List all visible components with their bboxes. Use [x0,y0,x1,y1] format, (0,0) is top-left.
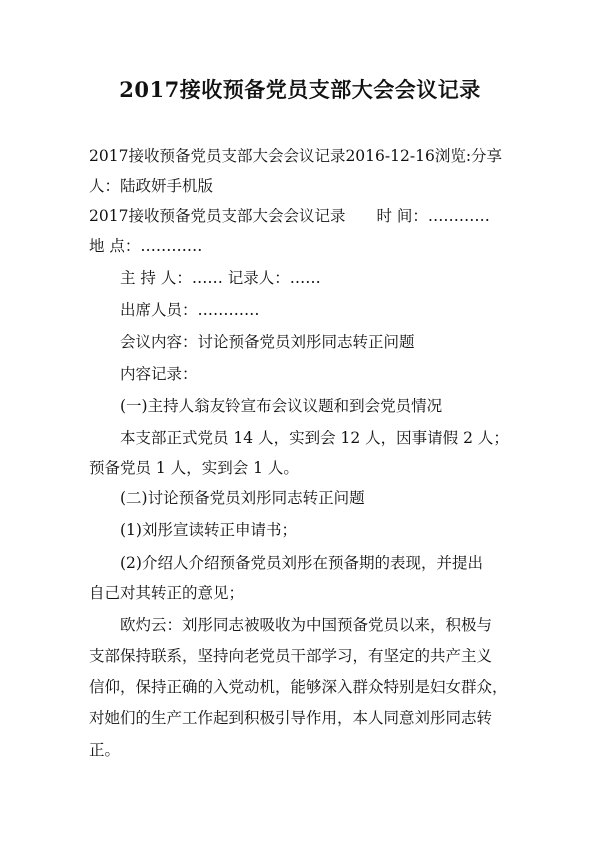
paragraph-line: 2017接收预备党员支部大会会议记录 时 间：………… [89,207,490,225]
paragraph-line: (一)主持人翁友铃宣布会议议题和到会党员情况 [120,397,443,415]
paragraph-line: 欧灼云：刘彤同志被吸收为中国预备党员以来，积极与 [120,616,493,634]
document-title: 2017接收预备党员支部大会会议记录 [119,77,481,102]
paragraph-line: 人：陆政妍手机版 [89,177,214,195]
paragraph-line: 2017接收预备党员支部大会会议记录2016-12-16浏览:分享 [89,147,503,165]
paragraph-line: 主 持 人：…… 记录人：…… [120,269,321,287]
paragraph-line: 会议内容：讨论预备党员刘彤同志转正问题 [120,333,415,351]
paragraph-line: (二)讨论预备党员刘彤同志转正问题 [120,489,365,507]
paragraph-line: 对她们的生产工作起到积极引导作用，本人同意刘彤同志转 [89,709,493,727]
paragraph-line: (2)介绍人介绍预备党员刘彤在预备期的表现，并提出 [120,554,483,572]
paragraph-line: 支部保持联系，坚持向老党员干部学习，有坚定的共产主义 [89,647,493,665]
paragraph-line: 出席人员：………… [120,301,260,319]
paragraph-line: 地 点：………… [89,237,203,255]
paragraph-line: 本支部正式党员 14 人，实到会 12 人，因事请假 2 人； [120,429,509,447]
paragraph-line: 内容记录： [120,365,198,383]
paragraph-line: 预备党员 1 人，实到会 1 人。 [89,459,299,477]
paragraph-line: 正。 [89,741,121,759]
paragraph-line: 信仰，保持正确的入党动机，能够深入群众特别是妇女群众， [89,678,508,696]
paragraph-line: (1)刘彤宣读转正申请书； [120,521,297,539]
paragraph-line: 自己对其转正的意见； [89,584,245,602]
